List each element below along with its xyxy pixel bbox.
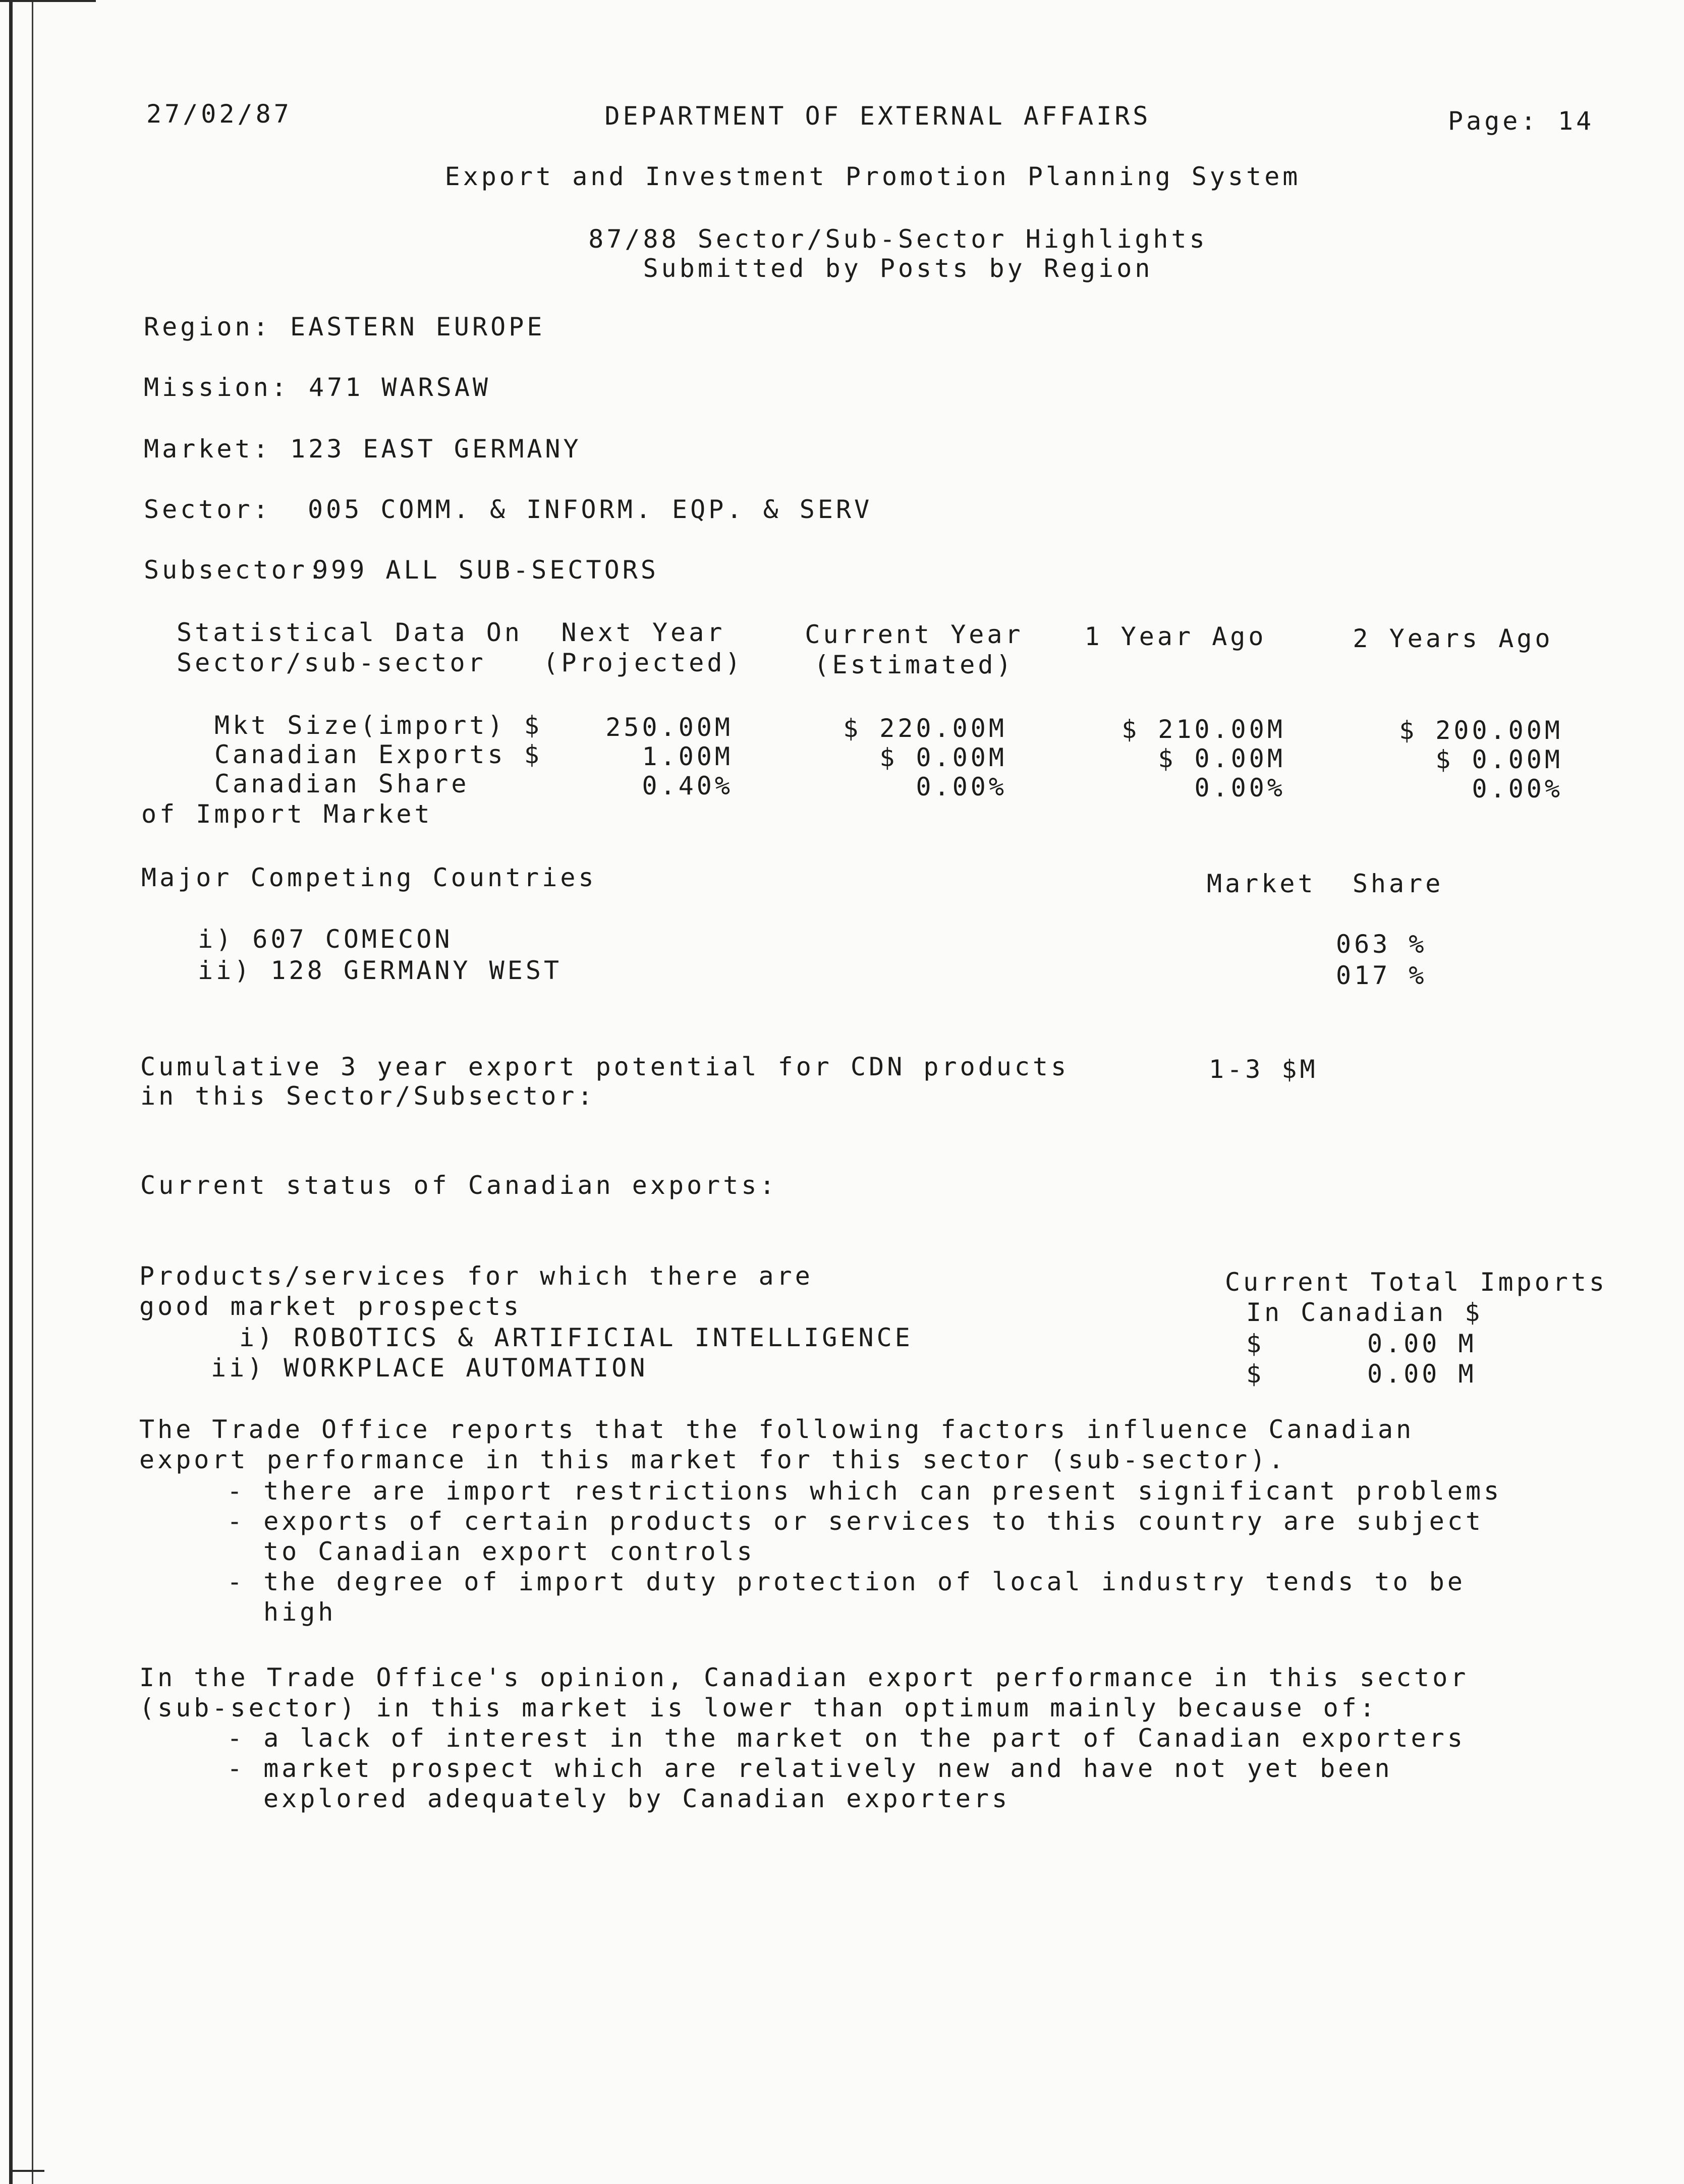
col-current-year-sub: (Estimated) (814, 650, 1015, 679)
row-exports-label: Canadian Exports $ (214, 740, 542, 769)
reason-1: - a lack of interest in the market on the part of Canadian exporters (227, 1723, 1466, 1753)
products-line-1: Products/services for which there are (139, 1261, 813, 1291)
factor-3: - the degree of import duty protection of local industry tends to be (227, 1567, 1466, 1596)
region-label: Region: (144, 312, 271, 341)
page-label: Page: (1448, 106, 1539, 136)
col-current-year: Current Year (805, 620, 1024, 649)
reason-2: - market prospect which are relatively new and have not yet been (227, 1754, 1393, 1783)
competitor-2: ii) 128 GERMANY WEST (198, 956, 563, 985)
product-2: ii) WORKPLACE AUTOMATION (211, 1353, 648, 1383)
market-value: 123 EAST GERMANY (290, 434, 582, 464)
opinion-intro-2: (sub-sector) in this market is lower than optimum mainly because of: (139, 1693, 1378, 1722)
report-title: 87/88 Sector/Sub-Sector Highlights (588, 224, 1208, 254)
mission-label: Mission: (144, 373, 290, 402)
stats-header-1: Statistical Data On (177, 618, 523, 647)
share-1yr: 0.00% (1194, 773, 1285, 802)
sector-value: 005 COMM. & INFORM. EQP. & SERV (308, 495, 873, 524)
row-mkt-size-label: Mkt Size(import) $ (214, 711, 542, 740)
potential-line-1: Cumulative 3 year export potential for CDN products (140, 1052, 1070, 1081)
competitors-title: Major Competing Countries (141, 863, 597, 892)
system-name: Export and Investment Promotion Planning System (444, 162, 1301, 191)
factors-intro-1: The Trade Office reports that the following factors influence Canadian (139, 1415, 1415, 1444)
status-label: Current status of Canadian exports: (140, 1171, 778, 1200)
top-edge-mark (0, 0, 96, 7)
exports-1yr: $ 0.00M (1158, 744, 1285, 773)
imports-header-2: In Canadian $ (1246, 1298, 1483, 1327)
col-next-year: Next Year (561, 618, 725, 647)
mission-value: 471 WARSAW (309, 373, 491, 402)
product-1-currency: $ (1246, 1329, 1265, 1358)
factor-1: - there are import restrictions which can present significant problems (227, 1476, 1502, 1506)
share-note: of Import Market (141, 799, 433, 829)
competitor-1-share: 063 % (1336, 930, 1427, 959)
exports-next: 1.00M (642, 742, 733, 771)
product-1-amount: 0.00 M (1367, 1329, 1477, 1358)
col-two-years-ago: 2 Years Ago (1353, 624, 1553, 653)
competitor-2-share: 017 % (1336, 961, 1427, 990)
exports-2yr: $ 0.00M (1435, 745, 1563, 774)
binding-edge (9, 0, 33, 2184)
potential-value: 1-3 $M (1209, 1055, 1318, 1084)
products-line-2: good market prospects (139, 1292, 522, 1321)
subsector-value: 999 ALL SUB-SECTORS (313, 555, 659, 585)
share-next: 0.40% (642, 771, 733, 800)
share-2yr: 0.00% (1472, 774, 1563, 803)
product-2-currency: $ (1246, 1359, 1265, 1389)
mkt-size-next: 250.00M (605, 713, 733, 742)
report-subtitle: Submitted by Posts by Region (643, 254, 1153, 283)
factor-3-cont: high (263, 1597, 336, 1627)
mkt-size-current: $ 220.00M (843, 714, 1007, 743)
potential-line-2: in this Sector/Subsector: (140, 1081, 596, 1111)
market-share-header: Market Share (1207, 869, 1444, 898)
page-number: 14 (1558, 106, 1595, 136)
share-current: 0.00% (916, 772, 1007, 801)
opinion-intro-1: In the Trade Office's opinion, Canadian export performance in this sector (139, 1663, 1469, 1692)
market-label: Market: (144, 434, 271, 464)
department-name: DEPARTMENT OF EXTERNAL AFFAIRS (604, 101, 1151, 131)
factor-2: - exports of certain products or services to this country are subject (227, 1507, 1484, 1536)
imports-header-1: Current Total Imports (1225, 1268, 1608, 1297)
competitor-1: i) 607 COMECON (198, 925, 453, 954)
reason-2-cont: explored adequately by Canadian exporters (263, 1784, 1011, 1813)
factor-2-cont: to Canadian export controls (263, 1537, 755, 1566)
report-date: 27/02/87 (146, 99, 292, 129)
product-2-amount: 0.00 M (1367, 1359, 1477, 1389)
region-value: EASTERN EUROPE (290, 312, 545, 341)
subsector-label: Subsector: (144, 555, 326, 585)
stats-header-2: Sector/sub-sector (177, 648, 486, 677)
col-next-year-sub: (Projected) (543, 648, 744, 677)
row-share-label: Canadian Share (214, 769, 470, 798)
bottom-edge-mark (9, 2170, 44, 2172)
col-one-year-ago: 1 Year Ago (1084, 622, 1267, 651)
factors-intro-2: export performance in this market for this sector (sub-sector). (139, 1445, 1287, 1474)
sector-label: Sector: (144, 495, 271, 524)
exports-current: $ 0.00M (879, 743, 1007, 772)
mkt-size-1yr: $ 210.00M (1121, 715, 1285, 744)
mkt-size-2yr: $ 200.00M (1399, 716, 1563, 745)
product-1: i) ROBOTICS & ARTIFICIAL INTELLIGENCE (239, 1323, 913, 1352)
